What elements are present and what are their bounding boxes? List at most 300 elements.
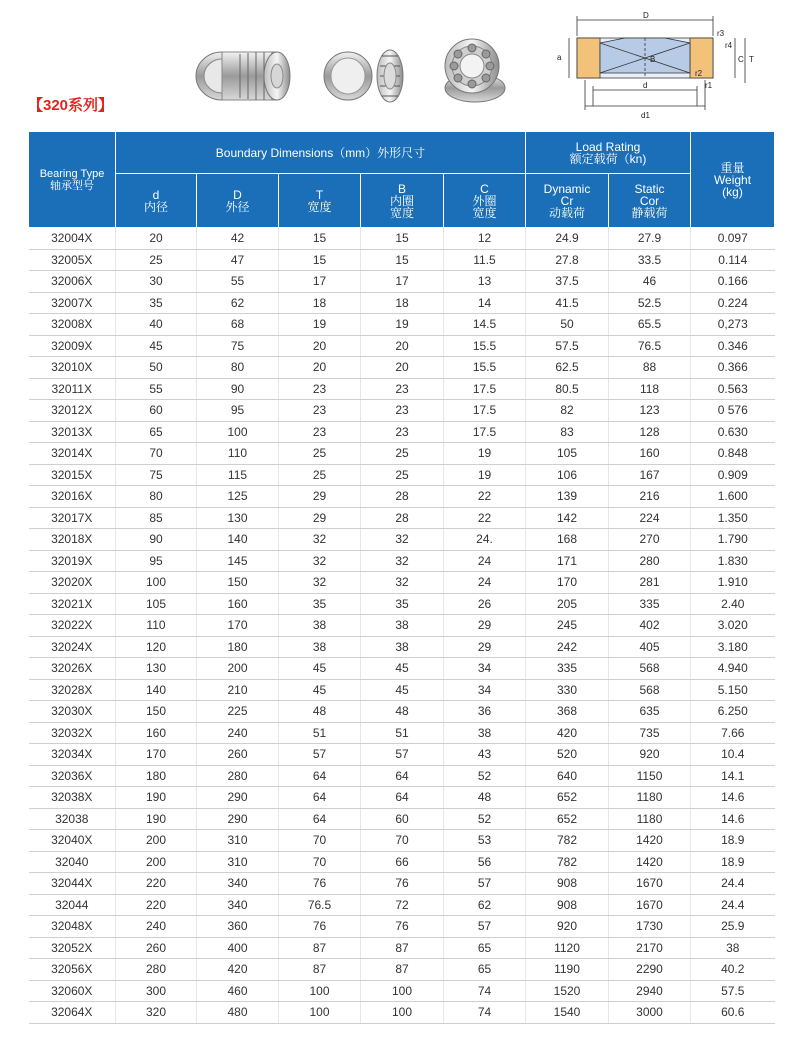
bearing-type-cell: 32005X: [29, 249, 116, 271]
C-cell: 29: [444, 615, 526, 637]
D-cell: 460: [197, 980, 279, 1002]
table-row: [29, 679, 775, 701]
D-cell: 47: [197, 249, 279, 271]
T-cell: 64: [279, 808, 361, 830]
bearing-photo-2: [324, 50, 403, 102]
table-row: [29, 271, 775, 293]
table-row: [29, 400, 775, 422]
static-load-cell: 2170: [609, 937, 691, 959]
weight-cell: 3.180: [691, 636, 775, 658]
T-cell: 23: [279, 400, 361, 422]
bearing-type-cell: 32017X: [29, 507, 116, 529]
header-C-cn2: 宽度: [472, 205, 497, 220]
bearing-type-cell: 32021X: [29, 593, 116, 615]
dynamic-load-cell: 171: [526, 550, 609, 572]
table-row: [29, 851, 775, 873]
C-cell: 57: [444, 916, 526, 938]
T-cell: 29: [279, 486, 361, 508]
C-cell: 65: [444, 937, 526, 959]
C-cell: 34: [444, 658, 526, 680]
weight-cell: 24.4: [691, 894, 775, 916]
d-cell: 80: [116, 486, 197, 508]
bearing-type-cell: 32020X: [29, 572, 116, 594]
dynamic-load-cell: 106: [526, 464, 609, 486]
C-cell: 43: [444, 744, 526, 766]
D-cell: 68: [197, 314, 279, 336]
C-cell: 17.5: [444, 378, 526, 400]
dynamic-load-cell: 139: [526, 486, 609, 508]
diagram-label-r1: r1: [705, 81, 713, 90]
dynamic-load-cell: 105: [526, 443, 609, 465]
T-cell: 87: [279, 959, 361, 981]
dynamic-load-cell: 50: [526, 314, 609, 336]
header-B: [361, 174, 444, 228]
weight-cell: 18.9: [691, 851, 775, 873]
D-cell: 62: [197, 292, 279, 314]
table-row: [29, 765, 775, 787]
D-cell: 310: [197, 851, 279, 873]
header-static-cor: Cor: [639, 193, 660, 208]
weight-cell: 14.1: [691, 765, 775, 787]
D-cell: 145: [197, 550, 279, 572]
header-static: [609, 174, 691, 228]
table-row: [29, 701, 775, 723]
dynamic-load-cell: 908: [526, 894, 609, 916]
T-cell: 51: [279, 722, 361, 744]
weight-cell: 0.224: [691, 292, 775, 314]
B-cell: 87: [361, 937, 444, 959]
d-cell: 65: [116, 421, 197, 443]
header-bearing-type-cn: 轴承型号: [50, 179, 94, 192]
table-row: [29, 744, 775, 766]
bearing-type-cell: 32038X: [29, 787, 116, 809]
header-boundary-label: Boundary Dimensions（mm）外形尺寸: [215, 145, 426, 160]
d-cell: 320: [116, 1002, 197, 1024]
diagram-label-d1: d1: [641, 111, 650, 120]
table-row: [29, 980, 775, 1002]
dynamic-load-cell: 37.5: [526, 271, 609, 293]
D-cell: 260: [197, 744, 279, 766]
D-cell: 340: [197, 873, 279, 895]
B-cell: 23: [361, 400, 444, 422]
bearing-dimension-diagram: [545, 8, 775, 126]
static-load-cell: 735: [609, 722, 691, 744]
d-cell: 100: [116, 572, 197, 594]
table-row: [29, 507, 775, 529]
static-load-cell: 1180: [609, 808, 691, 830]
weight-cell: 10.4: [691, 744, 775, 766]
T-cell: 76: [279, 873, 361, 895]
T-cell: 70: [279, 830, 361, 852]
B-cell: 51: [361, 722, 444, 744]
header-dynamic-cn: 动载荷: [548, 205, 585, 220]
table-row: [29, 249, 775, 271]
weight-cell: 38: [691, 937, 775, 959]
header-bearing-type: [29, 132, 116, 228]
table-row: [29, 808, 775, 830]
header-d-symbol: d: [152, 187, 160, 202]
weight-cell: 3.020: [691, 615, 775, 637]
bearing-type-cell: 32036X: [29, 765, 116, 787]
B-cell: 66: [361, 851, 444, 873]
C-cell: 19: [444, 443, 526, 465]
table-row: [29, 421, 775, 443]
C-cell: 14.5: [444, 314, 526, 336]
C-cell: 53: [444, 830, 526, 852]
d-cell: 200: [116, 851, 197, 873]
T-cell: 45: [279, 658, 361, 680]
B-cell: 38: [361, 636, 444, 658]
table-row: [29, 959, 775, 981]
D-cell: 150: [197, 572, 279, 594]
D-cell: 75: [197, 335, 279, 357]
static-load-cell: 281: [609, 572, 691, 594]
header-C: [444, 174, 526, 228]
dynamic-load-cell: 168: [526, 529, 609, 551]
dynamic-load-cell: 142: [526, 507, 609, 529]
table-row: [29, 937, 775, 959]
weight-cell: 60.6: [691, 1002, 775, 1024]
table-row: [29, 636, 775, 658]
dynamic-load-cell: 57.5: [526, 335, 609, 357]
d-cell: 170: [116, 744, 197, 766]
T-cell: 23: [279, 378, 361, 400]
bearing-type-cell: 32008X: [29, 314, 116, 336]
dynamic-load-cell: 83: [526, 421, 609, 443]
weight-cell: 2.40: [691, 593, 775, 615]
d-cell: 180: [116, 765, 197, 787]
weight-cell: 24.4: [691, 873, 775, 895]
header-weight-en: Weight: [713, 172, 752, 187]
B-cell: 70: [361, 830, 444, 852]
d-cell: 200: [116, 830, 197, 852]
D-cell: 55: [197, 271, 279, 293]
header-boundary-dimensions: [116, 132, 526, 174]
bearing-type-cell: 32006X: [29, 271, 116, 293]
header-T: [279, 174, 361, 228]
dynamic-load-cell: 82: [526, 400, 609, 422]
static-load-cell: 76.5: [609, 335, 691, 357]
table-row: [29, 378, 775, 400]
weight-cell: 0.563: [691, 378, 775, 400]
C-cell: 17.5: [444, 421, 526, 443]
d-cell: 105: [116, 593, 197, 615]
bearing-spec-table: [28, 131, 775, 1024]
B-cell: 23: [361, 421, 444, 443]
header-weight: [691, 132, 775, 228]
bearing-type-cell: 32015X: [29, 464, 116, 486]
weight-cell: 1.910: [691, 572, 775, 594]
table-row: [29, 529, 775, 551]
D-cell: 130: [197, 507, 279, 529]
T-cell: 19: [279, 314, 361, 336]
bearing-type-cell: 32014X: [29, 443, 116, 465]
d-cell: 20: [116, 228, 197, 250]
C-cell: 52: [444, 808, 526, 830]
bearing-photo-3: [445, 39, 505, 102]
bearing-type-cell: 32004X: [29, 228, 116, 250]
B-cell: 32: [361, 572, 444, 594]
C-cell: 74: [444, 980, 526, 1002]
d-cell: 50: [116, 357, 197, 379]
T-cell: 25: [279, 443, 361, 465]
B-cell: 48: [361, 701, 444, 723]
header-weight-unit: (kg): [722, 184, 743, 199]
T-cell: 38: [279, 636, 361, 658]
header-weight-cn: 重量: [720, 160, 745, 175]
C-cell: 22: [444, 486, 526, 508]
static-load-cell: 2940: [609, 980, 691, 1002]
bearing-type-cell: 32009X: [29, 335, 116, 357]
dynamic-load-cell: 27.8: [526, 249, 609, 271]
C-cell: 34: [444, 679, 526, 701]
T-cell: 32: [279, 550, 361, 572]
D-cell: 110: [197, 443, 279, 465]
B-cell: 15: [361, 249, 444, 271]
header-dynamic-en: Dynamic: [543, 181, 591, 196]
static-load-cell: 1670: [609, 894, 691, 916]
B-cell: 35: [361, 593, 444, 615]
T-cell: 25: [279, 464, 361, 486]
bearing-type-cell: 32007X: [29, 292, 116, 314]
dynamic-load-cell: 420: [526, 722, 609, 744]
bearing-type-cell: 32022X: [29, 615, 116, 637]
weight-cell: 25.9: [691, 916, 775, 938]
B-cell: 60: [361, 808, 444, 830]
header-B-cn1: 内圈: [389, 193, 414, 208]
series-title: 【320系列】: [28, 97, 114, 114]
D-cell: 200: [197, 658, 279, 680]
weight-cell: 4.940: [691, 658, 775, 680]
weight-cell: 7.66: [691, 722, 775, 744]
static-load-cell: 405: [609, 636, 691, 658]
B-cell: 18: [361, 292, 444, 314]
T-cell: 15: [279, 228, 361, 250]
D-cell: 400: [197, 937, 279, 959]
B-cell: 15: [361, 228, 444, 250]
bearing-type-cell: 32064X: [29, 1002, 116, 1024]
C-cell: 57: [444, 873, 526, 895]
static-load-cell: 270: [609, 529, 691, 551]
d-cell: 160: [116, 722, 197, 744]
d-cell: 55: [116, 378, 197, 400]
C-cell: 15.5: [444, 357, 526, 379]
D-cell: 95: [197, 400, 279, 422]
D-cell: 115: [197, 464, 279, 486]
D-cell: 310: [197, 830, 279, 852]
T-cell: 76: [279, 916, 361, 938]
header-static-en: Static: [634, 181, 665, 196]
bearing-type-cell: 32040X: [29, 830, 116, 852]
static-load-cell: 46: [609, 271, 691, 293]
B-cell: 32: [361, 550, 444, 572]
dynamic-load-cell: 330: [526, 679, 609, 701]
bearing-type-cell: 32044X: [29, 873, 116, 895]
C-cell: 29: [444, 636, 526, 658]
header-d: [116, 174, 197, 228]
T-cell: 57: [279, 744, 361, 766]
dynamic-load-cell: 1190: [526, 959, 609, 981]
table-body: [29, 228, 775, 1024]
weight-cell: 5.150: [691, 679, 775, 701]
header-D-symbol: D: [233, 187, 242, 202]
static-load-cell: 27.9: [609, 228, 691, 250]
dynamic-load-cell: 1120: [526, 937, 609, 959]
bearing-type-cell: 32060X: [29, 980, 116, 1002]
dynamic-load-cell: 242: [526, 636, 609, 658]
T-cell: 32: [279, 572, 361, 594]
C-cell: 22: [444, 507, 526, 529]
d-cell: 25: [116, 249, 197, 271]
D-cell: 210: [197, 679, 279, 701]
dynamic-load-cell: 652: [526, 808, 609, 830]
bearing-type-cell: 32044: [29, 894, 116, 916]
table-row: [29, 830, 775, 852]
B-cell: 25: [361, 443, 444, 465]
C-cell: 52: [444, 765, 526, 787]
table-row: [29, 615, 775, 637]
bearing-type-cell: 32012X: [29, 400, 116, 422]
bearing-type-cell: 32030X: [29, 701, 116, 723]
static-load-cell: 280: [609, 550, 691, 572]
T-cell: 45: [279, 679, 361, 701]
diagram-label-T: T: [749, 55, 754, 64]
table-row: [29, 916, 775, 938]
T-cell: 20: [279, 357, 361, 379]
C-cell: 36: [444, 701, 526, 723]
header-D-cn: 外径: [225, 199, 250, 214]
C-cell: 24: [444, 550, 526, 572]
D-cell: 42: [197, 228, 279, 250]
static-load-cell: 65.5: [609, 314, 691, 336]
T-cell: 15: [279, 249, 361, 271]
bearing-type-cell: 32038: [29, 808, 116, 830]
T-cell: 35: [279, 593, 361, 615]
B-cell: 28: [361, 486, 444, 508]
dynamic-load-cell: 920: [526, 916, 609, 938]
D-cell: 225: [197, 701, 279, 723]
static-load-cell: 402: [609, 615, 691, 637]
static-load-cell: 1420: [609, 851, 691, 873]
header-C-symbol: C: [480, 181, 489, 196]
C-cell: 13: [444, 271, 526, 293]
d-cell: 30: [116, 271, 197, 293]
diagram-label-r4: r4: [725, 41, 733, 50]
static-load-cell: 1150: [609, 765, 691, 787]
T-cell: 64: [279, 787, 361, 809]
dynamic-load-cell: 41.5: [526, 292, 609, 314]
T-cell: 38: [279, 615, 361, 637]
static-load-cell: 160: [609, 443, 691, 465]
weight-cell: 6.250: [691, 701, 775, 723]
dynamic-load-cell: 908: [526, 873, 609, 895]
diagram-label-r2: r2: [695, 69, 703, 78]
B-cell: 32: [361, 529, 444, 551]
static-load-cell: 1730: [609, 916, 691, 938]
static-load-cell: 167: [609, 464, 691, 486]
static-load-cell: 88: [609, 357, 691, 379]
d-cell: 85: [116, 507, 197, 529]
bearing-type-cell: 32013X: [29, 421, 116, 443]
D-cell: 420: [197, 959, 279, 981]
B-cell: 25: [361, 464, 444, 486]
d-cell: 40: [116, 314, 197, 336]
bearing-type-cell: 32026X: [29, 658, 116, 680]
weight-cell: 14.6: [691, 808, 775, 830]
header-C-cn1: 外圈: [472, 193, 497, 208]
C-cell: 19: [444, 464, 526, 486]
static-load-cell: 33.5: [609, 249, 691, 271]
static-load-cell: 335: [609, 593, 691, 615]
B-cell: 100: [361, 980, 444, 1002]
weight-cell: 40.2: [691, 959, 775, 981]
C-cell: 38: [444, 722, 526, 744]
d-cell: 90: [116, 529, 197, 551]
T-cell: 18: [279, 292, 361, 314]
B-cell: 64: [361, 787, 444, 809]
B-cell: 20: [361, 357, 444, 379]
C-cell: 62: [444, 894, 526, 916]
weight-cell: 0.114: [691, 249, 775, 271]
header-B-cn2: 宽度: [389, 205, 414, 220]
d-cell: 190: [116, 787, 197, 809]
static-load-cell: 635: [609, 701, 691, 723]
static-load-cell: 1420: [609, 830, 691, 852]
D-cell: 360: [197, 916, 279, 938]
weight-cell: 0.097: [691, 228, 775, 250]
B-cell: 45: [361, 679, 444, 701]
dynamic-load-cell: 368: [526, 701, 609, 723]
d-cell: 60: [116, 400, 197, 422]
C-cell: 65: [444, 959, 526, 981]
D-cell: 280: [197, 765, 279, 787]
table-row: [29, 1002, 775, 1024]
table-row: [29, 486, 775, 508]
dynamic-load-cell: 245: [526, 615, 609, 637]
D-cell: 100: [197, 421, 279, 443]
d-cell: 110: [116, 615, 197, 637]
T-cell: 29: [279, 507, 361, 529]
static-load-cell: 1670: [609, 873, 691, 895]
D-cell: 290: [197, 787, 279, 809]
bearing-type-cell: 32048X: [29, 916, 116, 938]
table-row: [29, 722, 775, 744]
d-cell: 130: [116, 658, 197, 680]
dynamic-load-cell: 170: [526, 572, 609, 594]
T-cell: 23: [279, 421, 361, 443]
static-load-cell: 2290: [609, 959, 691, 981]
static-load-cell: 123: [609, 400, 691, 422]
B-cell: 100: [361, 1002, 444, 1024]
C-cell: 15.5: [444, 335, 526, 357]
d-cell: 220: [116, 873, 197, 895]
D-cell: 160: [197, 593, 279, 615]
D-cell: 170: [197, 615, 279, 637]
B-cell: 45: [361, 658, 444, 680]
weight-cell: 0.909: [691, 464, 775, 486]
T-cell: 76.5: [279, 894, 361, 916]
header-dynamic: [526, 174, 609, 228]
T-cell: 100: [279, 980, 361, 1002]
B-cell: 57: [361, 744, 444, 766]
dynamic-load-cell: 205: [526, 593, 609, 615]
header-static-cn: 静载荷: [631, 205, 668, 220]
table-row: [29, 787, 775, 809]
weight-cell: 0 576: [691, 400, 775, 422]
B-cell: 28: [361, 507, 444, 529]
C-cell: 74: [444, 1002, 526, 1024]
T-cell: 17: [279, 271, 361, 293]
